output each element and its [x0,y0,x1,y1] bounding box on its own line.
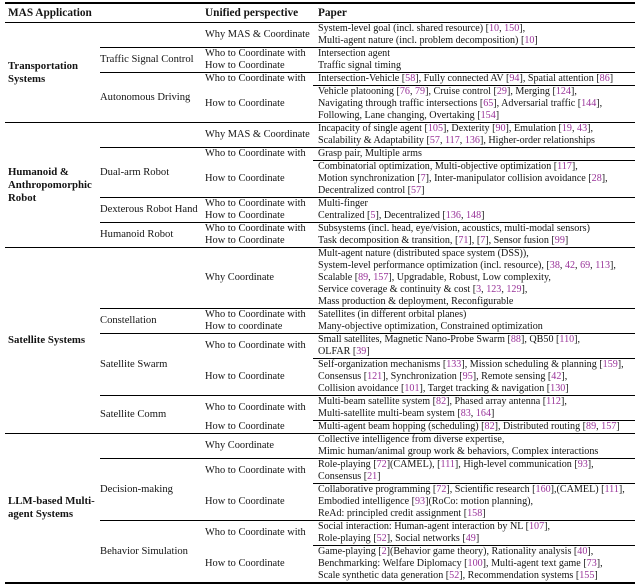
paper-entry: Intersection agent [318,48,391,59]
perspective-label: How to Coordinate [205,210,285,222]
citation-link[interactable]: 107 [528,521,545,532]
citation-link[interactable]: 29 [496,86,507,97]
paper-cell [313,48,635,60]
paper-entry: Centralized [5], Decentralized [136, 148] [318,210,485,221]
citation-link[interactable]: 57 [411,185,422,196]
perspective-label: Why Coordinate [205,440,274,452]
citation-link[interactable]: 79 [415,86,426,97]
table-row [205,545,635,582]
citation-link[interactable]: 111 [440,459,455,470]
citation-link[interactable]: 158 [467,508,483,519]
sub-application-label-behavior-simulation: Behavior Simulation [100,545,188,557]
rows-decision-making [205,459,635,520]
paper-cell [313,434,635,458]
citation-link[interactable]: 136 [464,135,480,146]
mas-application-table [5,2,635,584]
perspective-label: How to Coordinate [205,370,285,382]
citation-link[interactable]: 7 [480,235,486,246]
perspective-label: Why MAS & Coordinate [205,129,310,141]
paper-cell [313,545,635,582]
citation-link[interactable]: 112 [546,396,561,407]
citation-link[interactable]: 21 [367,471,378,482]
paper-cell [313,420,635,433]
perspective-label: How to Coordinate [205,172,285,184]
citation-link[interactable]: 94 [509,73,520,84]
group-constellation [100,308,635,333]
perspective-label: Who to Coordinate with [205,340,306,352]
table-row [205,123,635,147]
paper-entry: Navigating through traffic intersections [65], Adversarial traffic [144], [318,98,603,109]
rows-humanoid-robot [205,223,635,247]
rows-behavior-simulation [205,521,635,582]
citation-link[interactable]: 65 [483,98,494,109]
citation-link[interactable]: 150 [504,23,520,34]
sub-application-label-humanoid-robot: Humanoid Robot [100,229,174,240]
paper-entry: System-level performance optimization (incl. resource), [38, 42, 69, 113], [318,260,616,271]
table-row [205,148,635,160]
perspective-label: Who to Coordinate with [205,73,306,85]
paper-entry: Collective intelligence from diverse expertise, [318,434,505,445]
citation-link[interactable]: 90 [495,123,506,134]
citation-link[interactable]: 124 [555,86,571,97]
header-mas-application: MAS Application [8,7,92,19]
rows-empty [205,123,635,147]
citation-link[interactable]: 43 [577,123,588,134]
paper-entry: Task decomposition & transition, [71], [7], Sensor fusion [99] [318,235,569,246]
paper-entry: Benchmarking: Welfare Diplomacy [100], Multi-agent text game [73], [318,558,603,569]
paper-entry: Consensus [21] [318,471,381,482]
paper-entry: Self-organization mechanisms [133], Mission scheduling & planning [159], [318,359,624,370]
paper-cell [313,123,635,147]
citation-link[interactable]: 38 [549,260,560,271]
perspective-label: Who to Coordinate with [205,309,306,321]
citation-link[interactable]: 42 [551,371,562,382]
citation-link[interactable]: 99 [554,235,565,246]
paper-entry: Traffic signal timing [318,60,401,71]
citation-link[interactable]: 82 [484,421,495,432]
perspective-label: Why MAS & Coordinate [205,29,310,41]
citation-link[interactable]: 159 [602,359,618,370]
paper-cell [313,358,635,395]
group-autonomous-driving [100,72,635,122]
group-llm-based-multi-agent-systems-why [100,434,635,458]
paper-entry: Incapacity of single agent [105], Dexterity [90], Emulation [19, 43], [318,123,593,134]
application-label-humanoid-anthropomorphic-robot: Humanoid & Anthropomorphic Robot [8,165,92,204]
citation-link[interactable]: 10 [524,35,535,46]
paper-entry: Collaborative programming [72], Scientific research [160],(CAMEL) [111], [318,484,625,495]
paper-cell [313,85,635,122]
perspective-label: Who to Coordinate with [205,198,306,210]
perspective-label: Who to Coordinate with [205,148,306,160]
citation-link[interactable]: 49 [465,533,476,544]
paper-entry: Mimic human/animal group work & behaviors, Complex interactions [318,446,599,457]
group-behavior-simulation [100,520,635,582]
paper-cell [313,521,635,545]
citation-link[interactable]: 129 [506,284,522,295]
citation-link[interactable]: 110 [559,334,575,345]
group-satellite-comm [100,395,635,433]
citation-link[interactable]: 144 [581,98,597,109]
citation-link[interactable]: 95 [462,371,473,382]
group-satellite-swarm [100,333,635,395]
table-row [205,48,635,60]
perspective-label: Who to Coordinate with [205,48,306,60]
paper-entry: Many-objective optimization, Constrained optimization [318,321,543,332]
citation-link[interactable]: 86 [599,73,610,84]
citation-link[interactable]: 111 [604,484,619,495]
section-humanoid-anthropomorphic-robot [5,122,635,247]
citation-link[interactable]: 28 [591,173,602,184]
citation-link[interactable]: 69 [580,260,591,271]
citation-link[interactable]: 155 [579,570,595,581]
paper-entry: Multi-agent nature (incl. problem decomposition) [10] [318,35,538,46]
section-satellite-systems [5,247,635,433]
group-humanoid-anthropomorphic-robot-why [100,123,635,147]
table-row [205,358,635,395]
paper-entry: Scale synthetic data generation [52], Recommendation systems [155] [318,570,598,581]
paper-cell [313,309,635,321]
table-row [205,73,635,85]
paper-cell [313,223,635,235]
citation-link[interactable]: 148 [465,210,482,221]
paper-cell [313,210,635,222]
perspective-label: Who to Coordinate with [205,402,306,414]
paper-entry: Multi-satellite multi-beam system [83, 164] [318,408,495,419]
sub-application-label-satellite-comm: Satellite Comm [100,408,167,420]
paper-entry: Embodied intelligence [93](RoCo: motion planning), [318,496,534,507]
citation-link[interactable]: 157 [373,272,389,283]
table-row [205,60,635,72]
sub-application-label-empty [100,434,205,458]
table-row [205,223,635,235]
citation-link[interactable]: 93 [414,496,426,507]
group-transportation-systems-why [100,23,635,47]
section-transportation-systems [5,23,635,122]
header-paper: Paper [318,7,347,19]
paper-entry: ReAd: principled credit assignment [158] [318,508,486,519]
perspective-label: How to Coordinate [205,60,285,72]
rows-traffic-signal-control [205,48,635,72]
perspective-label: How to Coordinate [205,235,285,247]
application-label-satellite-systems: Satellite Systems [8,334,86,346]
header-unified-perspective: Unified perspective [205,7,299,19]
group-traffic-signal-control [100,47,635,72]
paper-cell [313,396,635,420]
citation-link[interactable]: 7 [420,173,426,184]
citation-link[interactable]: 3 [476,284,482,295]
paper-entry: OLFAR [39] [318,346,370,357]
paper-cell [313,73,635,85]
sub-application-label-traffic-signal-control: Traffic Signal Control [100,54,194,65]
citation-link[interactable]: 157 [601,421,617,432]
sub-application-label-decision-making: Decision-making [100,483,173,495]
rows-constellation [205,309,635,333]
paper-entry: Motion synchronization [7], Inter-manipulator collision avoidance [28], [318,173,608,184]
rows-empty [205,23,635,47]
paper-cell [313,60,635,72]
paper-entry: Consensus [121], Synchronization [95], Remote sensing [42], [318,371,568,382]
group-decision-making [100,458,635,520]
citation-link[interactable]: 100 [467,558,483,569]
rows-autonomous-driving [205,73,635,122]
citation-link[interactable]: 88 [510,334,521,345]
table-row [205,235,635,247]
citation-link[interactable]: 105 [427,123,444,134]
citation-link[interactable]: 40 [577,546,588,557]
paper-entry: Game-playing [2](Behavior game theory), Rationality analysis [40], [318,546,594,557]
table-row [205,85,635,122]
citation-link[interactable]: 39 [356,346,367,357]
paper-entry: Satellites (in different orbital planes) [318,309,467,320]
group-humanoid-robot [100,222,635,247]
section-llm-based-multi-agent-systems [5,433,635,582]
rows-dual-arm-robot [205,148,635,197]
table-row [205,420,635,433]
perspective-label: Who to Coordinate with [205,527,306,539]
paper-cell [313,483,635,520]
citation-link[interactable]: 42 [564,260,576,271]
citation-link[interactable]: 117 [445,135,460,146]
table-row [205,434,635,458]
paper-entry: Following, Lane changing, Overtaking [154] [318,110,500,121]
groups-satellite-systems [100,248,635,433]
sub-application-label-empty [100,123,205,147]
paper-cell [313,235,635,247]
paper-entry: Scalable [89, 157], Upgradable, Robust, Low complexity, [318,272,551,283]
table-header [5,4,635,23]
sub-application-label-empty [100,23,205,47]
citation-link[interactable]: 83 [460,408,471,419]
table-row [205,521,635,545]
table-row [205,309,635,321]
citation-link[interactable]: 5 [370,210,376,221]
sub-application-label-empty [100,248,205,308]
citation-link[interactable]: 123 [486,284,502,295]
paper-entry: Mult-agent nature (distributed space system (DSS)), [318,248,529,259]
citation-link[interactable]: 101 [404,383,420,394]
citation-link[interactable]: 164 [475,408,491,419]
citation-link[interactable]: 154 [480,110,496,121]
sub-application-label-autonomous-driving: Autonomous Driving [100,91,191,103]
citation-link[interactable]: 73 [586,558,597,569]
table-row [205,321,635,333]
citation-link[interactable]: 71 [458,235,469,246]
citation-link[interactable]: 113 [595,260,610,271]
citation-link[interactable]: 52 [376,533,387,544]
citation-link[interactable]: 136 [445,210,461,221]
citation-link[interactable]: 82 [436,396,447,407]
citation-link[interactable]: 130 [550,383,566,394]
table-row [205,198,635,210]
citation-link[interactable]: 52 [449,570,460,581]
sub-application-label-satellite-swarm: Satellite Swarm [100,358,168,370]
paper-cell [313,160,635,197]
citation-link[interactable]: 72 [376,459,387,470]
citation-link[interactable]: 93 [577,459,588,470]
perspective-label: How to coordinate [205,321,283,333]
perspective-label: How to Coordinate [205,495,285,507]
group-dexterous-robot-hand [100,197,635,222]
rows-dexterous-robot-hand [205,198,635,222]
groups-llm-based-multi-agent-systems [100,434,635,582]
paper-entry: Scalability & Adaptability [57, 117, 136], Higher-order relationships [318,135,595,146]
paper-entry: Mass production & deployment, Reconfigurable [318,296,514,307]
perspective-label: How to Coordinate [205,557,285,569]
paper-entry: Social interaction: Human-agent interaction by NL [107], [318,521,550,532]
application-label-transportation-systems: Transportation Systems [8,59,78,85]
table-row [205,210,635,222]
sub-application-label-dual-arm-robot: Dual-arm Robot [100,166,170,178]
citation-link[interactable]: 160 [535,484,551,495]
perspective-label: Who to Coordinate with [205,465,306,477]
citation-link[interactable]: 117 [557,161,572,172]
table-row [205,483,635,520]
paper-cell [313,334,635,358]
paper-cell [313,459,635,483]
citation-link[interactable]: 89 [586,421,597,432]
table-row [205,160,635,197]
paper-entry: Collision avoidance [101], Target tracking & navigation [130] [318,383,569,394]
paper-entry: System-level goal (incl. shared resource) [10, 150], [318,23,526,34]
citation-link[interactable]: 89 [358,272,369,283]
paper-entry: Multi-finger [318,198,368,209]
paper-entry: Combinatorial optimization, Multi-objective optimization [117], [318,161,578,172]
perspective-label: Who to Coordinate with [205,223,306,235]
citation-link[interactable]: 10 [488,23,500,34]
citation-link[interactable]: 72 [436,484,447,495]
table-row [205,396,635,420]
table-row [205,334,635,358]
sub-application-label-dexterous-robot-hand: Dexterous Robot Hand [100,204,198,215]
citation-link[interactable]: 121 [367,371,383,382]
table-row [205,459,635,483]
paper-entry: Role-playing [72](CAMEL), [111], High-level communication [93], [318,459,594,470]
paper-cell [313,198,635,210]
citation-link[interactable]: 2 [381,546,387,557]
paper-entry: Intersection-Vehicle [58], Fully connected AV [94], Spatial attention [86] [318,73,614,84]
application-label-llm-based-multi-agent-systems: LLM-based Multi-agent Systems [8,495,95,520]
citation-link[interactable]: 76 [399,86,410,97]
citation-link[interactable]: 58 [405,73,416,84]
sub-application-label-constellation: Constellation [100,315,157,326]
rows-satellite-comm [205,396,635,433]
paper-entry: Service coverage & continuity & cost [3, 123, 129], [318,284,528,295]
rows-empty [205,434,635,458]
groups-humanoid-anthropomorphic-robot [100,123,635,247]
paper-cell [313,148,635,160]
paper-cell [313,23,635,47]
group-dual-arm-robot [100,147,635,197]
table-row [205,248,635,308]
paper-entry: Vehicle platooning [76, 79], Cruise control [29], Merging [124], [318,86,577,97]
paper-entry: Subsystems (incl. head, eye/vision, acoustics, multi-modal sensors) [318,223,590,234]
paper-cell [313,248,635,308]
paper-entry: Multi-beam satellite system [82], Phased array antenna [112], [318,396,567,407]
citation-link[interactable]: 57 [429,135,440,146]
paper-cell [313,321,635,333]
perspective-label: Why Coordinate [205,272,274,284]
table-row [205,23,635,47]
paper-entry: Multi-agent beam hopping (scheduling) [82], Distributed routing [89, 157] [318,421,620,432]
paper-entry: Small satellites, Magnetic Nano-Probe Swarm [88], QB50 [110], [318,334,581,345]
rows-empty [205,248,635,308]
perspective-label: How to Coordinate [205,420,285,432]
citation-link[interactable]: 19 [561,123,572,134]
rows-satellite-swarm [205,334,635,395]
perspective-label: How to Coordinate [205,97,285,109]
groups-transportation-systems [100,23,635,122]
table-body [5,23,635,582]
paper-entry: Grasp pair, Multiple arms [318,148,422,159]
citation-link[interactable]: 133 [446,359,462,370]
paper-entry: Decentralized control [57] [318,185,425,196]
paper-entry: Role-playing [52], Social networks [49] [318,533,480,544]
group-satellite-systems-why [100,248,635,308]
